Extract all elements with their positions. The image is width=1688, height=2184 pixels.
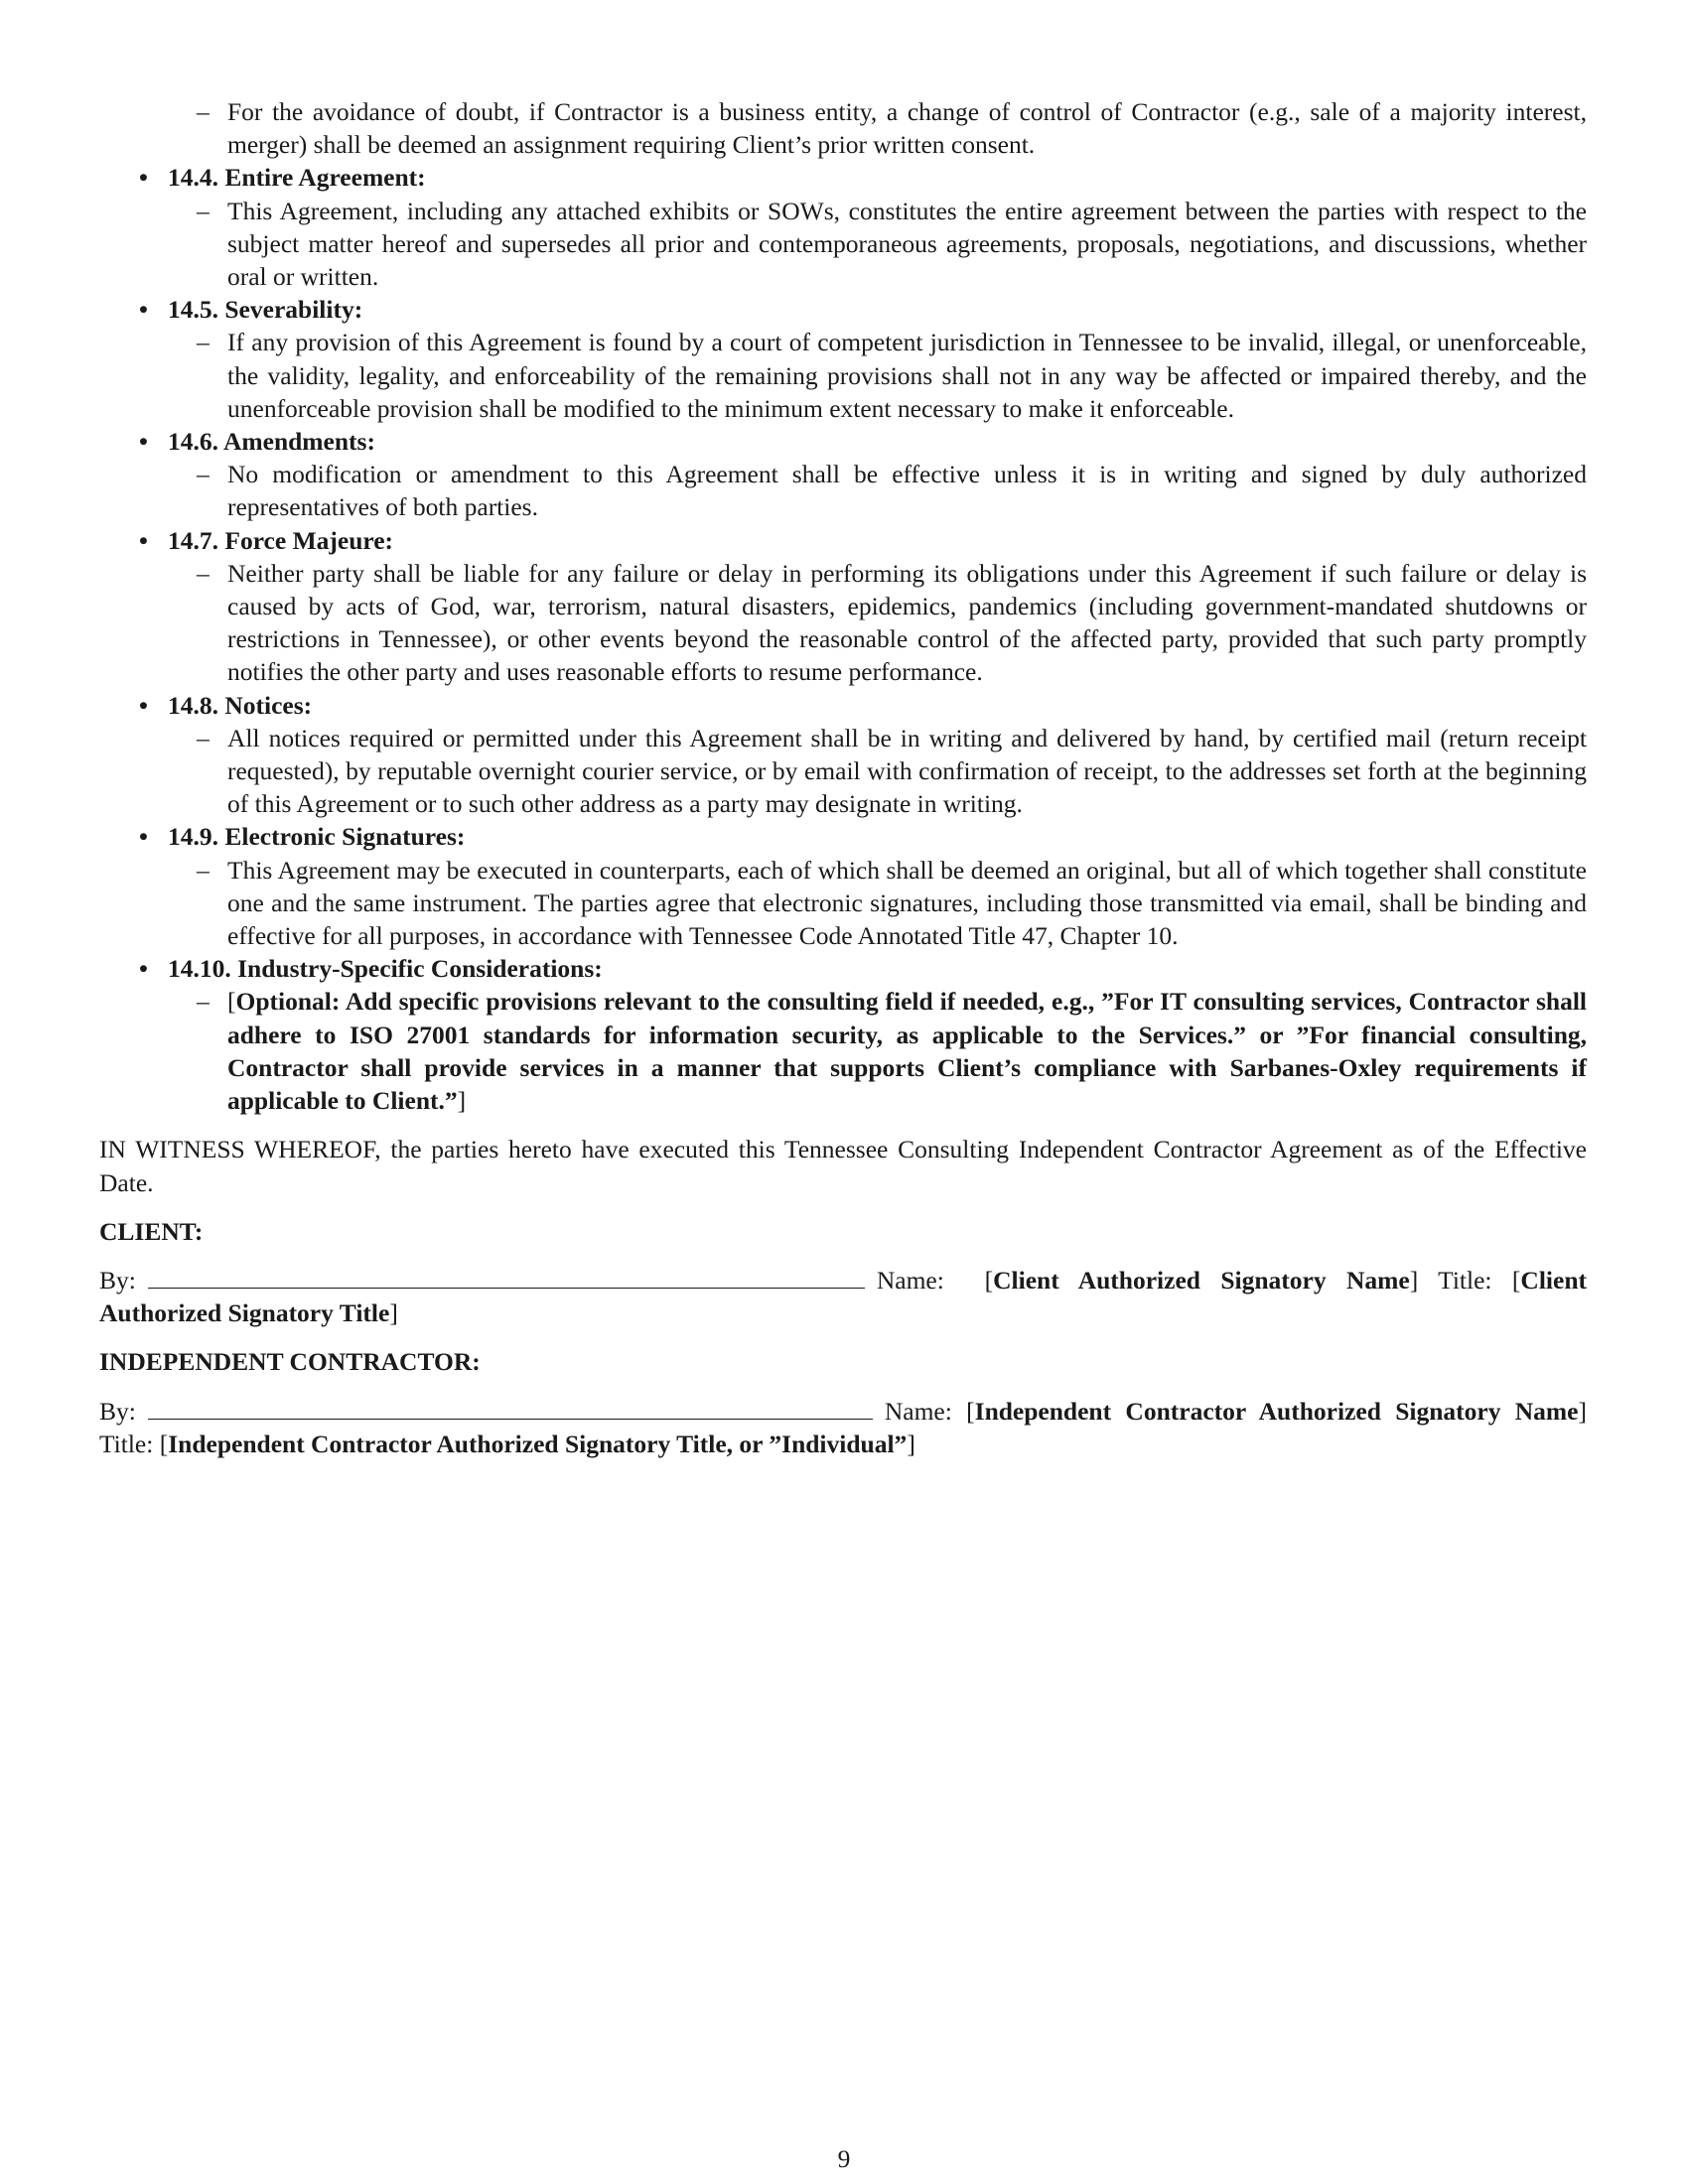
section-title: 14.6. Amendments: (168, 427, 375, 457)
subclause (99, 854, 1587, 953)
dash-bullet: – (197, 328, 210, 357)
subclause (99, 722, 1587, 821)
client-signature-line[interactable] (148, 1266, 865, 1289)
section-title: 14.5. Severability: (168, 295, 363, 325)
subclause (99, 557, 1587, 689)
dash-bullet: – (197, 558, 210, 588)
contractor-signature-line[interactable] (148, 1397, 873, 1420)
bullet-icon: • (139, 690, 148, 720)
continuation-item (99, 95, 1587, 161)
contractor-title-label: Title: (99, 1429, 154, 1458)
dash-bullet: – (197, 196, 210, 225)
section-list (99, 95, 1587, 1117)
document-page (99, 95, 1587, 1460)
section-title: 14.10. Industry-Specific Considerations: (168, 954, 603, 984)
subclause (99, 985, 1587, 1117)
section-title: 14.7. Force Majeure: (168, 525, 394, 555)
bullet-icon: • (139, 822, 148, 852)
dash-bullet: – (197, 460, 210, 489)
section-body: This Agreement, including any attached exhibits or SOWs, constitutes the entire agreement between the parties with respect to the subject matter hereof and supersedes all prior and contemporaneous agreements, proposals, negotiations, and discussions, whether oral or written. (227, 196, 1587, 292)
section-14-4 (99, 161, 1587, 293)
contractor-heading: INDEPENDENT CONTRACTOR: (99, 1347, 481, 1377)
contractor-title-value: Independent Contractor Authorized Signatory Title, or ”Individual” (168, 1429, 908, 1458)
section-title: 14.8. Notices: (168, 690, 313, 720)
dash-bullet: – (197, 97, 210, 126)
section-14-9 (99, 820, 1587, 952)
bullet-icon: • (139, 163, 148, 193)
close-bracket: ] (457, 1086, 467, 1116)
section-14-7 (99, 524, 1587, 689)
dash-bullet: – (197, 723, 210, 752)
dash-bullet: – (197, 855, 210, 885)
client-heading: CLIENT: (99, 1216, 204, 1246)
optional-placeholder: Optional: Add specific provisions relevant to the consulting field if needed, e.g., ”For IT consulting services, Contractor shall adhere to ISO 27001 standards for information security, as applicable to the Services.” or ”For financial consulting, Contractor shall provide services in a manner that supports Client’s compliance with Sarbanes-Oxley requirements if applicable to Client.” (227, 987, 1587, 1116)
client-signature-block: By: Name: [Client Authorized Signatory Name] Title: [Client Authorized Signatory Title] (99, 1265, 1587, 1328)
bullet-icon: • (139, 295, 148, 325)
subclause (99, 195, 1587, 294)
contractor-by-label: By: (99, 1396, 136, 1426)
section-body: This Agreement may be executed in counterparts, each of which shall be deemed an original, but all of which together shall constitute one and the same instrument. The parties agree that electronic signatures, including those transmitted via email, shall be binding and effective for all purposes, in accordance with Tennessee Code Annotated Title 47, Chapter 10. (227, 855, 1587, 951)
subclause (99, 95, 1587, 161)
section-body: Neither party shall be liable for any failure or delay in performing its obligations under this Agreement if such failure or delay is caused by acts of God, war, terrorism, natural disasters, epidemics, pandemics (including government-mandated shutdowns or restrictions in Tennessee), or other events beyond the reasonable control of the affected party, provided that such party promptly notifies the other party and uses reasonable efforts to resume performance. (227, 558, 1587, 687)
contractor-signature-block: By: Name: [Independent Contractor Authorized Signatory Name] Title: [Independent Contractor Authorized Signatory Title, or ”Individual”] (99, 1396, 1587, 1458)
section-14-6 (99, 425, 1587, 524)
section-title: 14.9. Electronic Signatures: (168, 822, 466, 852)
page-number: 9 (837, 2144, 851, 2173)
client-by-label: By: (99, 1265, 136, 1295)
contractor-name-value: Independent Contractor Authorized Signatory Name (974, 1396, 1579, 1426)
subclause (99, 458, 1587, 523)
section-body: If any provision of this Agreement is found by a court of competent jurisdiction in Tennessee to be invalid, illegal, or unenforceable, the validity, legality, and enforceability of the remaining provisions shall not in any way be affected or impaired thereby, and the unenforceable provision shall be modified to the minimum extent necessary to make it enforceable. (227, 328, 1587, 423)
section-14-5 (99, 293, 1587, 425)
client-name-value: Client Authorized Signatory Name (993, 1265, 1410, 1295)
client-title-value: Client Authorized Signatory Title (99, 1265, 1587, 1328)
section-body: All notices required or permitted under this Agreement shall be in writing and delivered by hand, by certified mail (return receipt requested), by reputable overnight courier service, or by email with confirmation of receipt, to the addresses set forth at the beginning of this Agreement or to such other address as a party may designate in writing. (227, 723, 1587, 819)
open-bracket: [ (227, 987, 236, 1017)
bullet-icon: • (139, 427, 148, 457)
dash-bullet: – (197, 987, 210, 1017)
section-14-8 (99, 689, 1587, 821)
witness-clause: IN WITNESS WHEREOF, the parties hereto have executed this Tennessee Consulting Independent Contractor Agreement as of the Effective Date. (99, 1135, 1587, 1197)
section-body: No modification or amendment to this Agreement shall be effective unless it is in writing and signed by duly authorized representatives of both parties. (227, 460, 1587, 522)
subclause (99, 326, 1587, 425)
bullet-icon: • (139, 954, 148, 984)
continuation-text: For the avoidance of doubt, if Contractor is a business entity, a change of control of Contractor (e.g., sale of a majority interest, merger) shall be deemed an assignment requiring Client’s prior written consent. (227, 97, 1587, 160)
client-title-label: Title: (1438, 1265, 1492, 1295)
bullet-icon: • (139, 525, 148, 555)
section-title: 14.4. Entire Agreement: (168, 163, 426, 193)
section-14-10 (99, 952, 1587, 1117)
client-name-label: Name: (876, 1265, 944, 1295)
contractor-name-label: Name: (884, 1396, 952, 1426)
